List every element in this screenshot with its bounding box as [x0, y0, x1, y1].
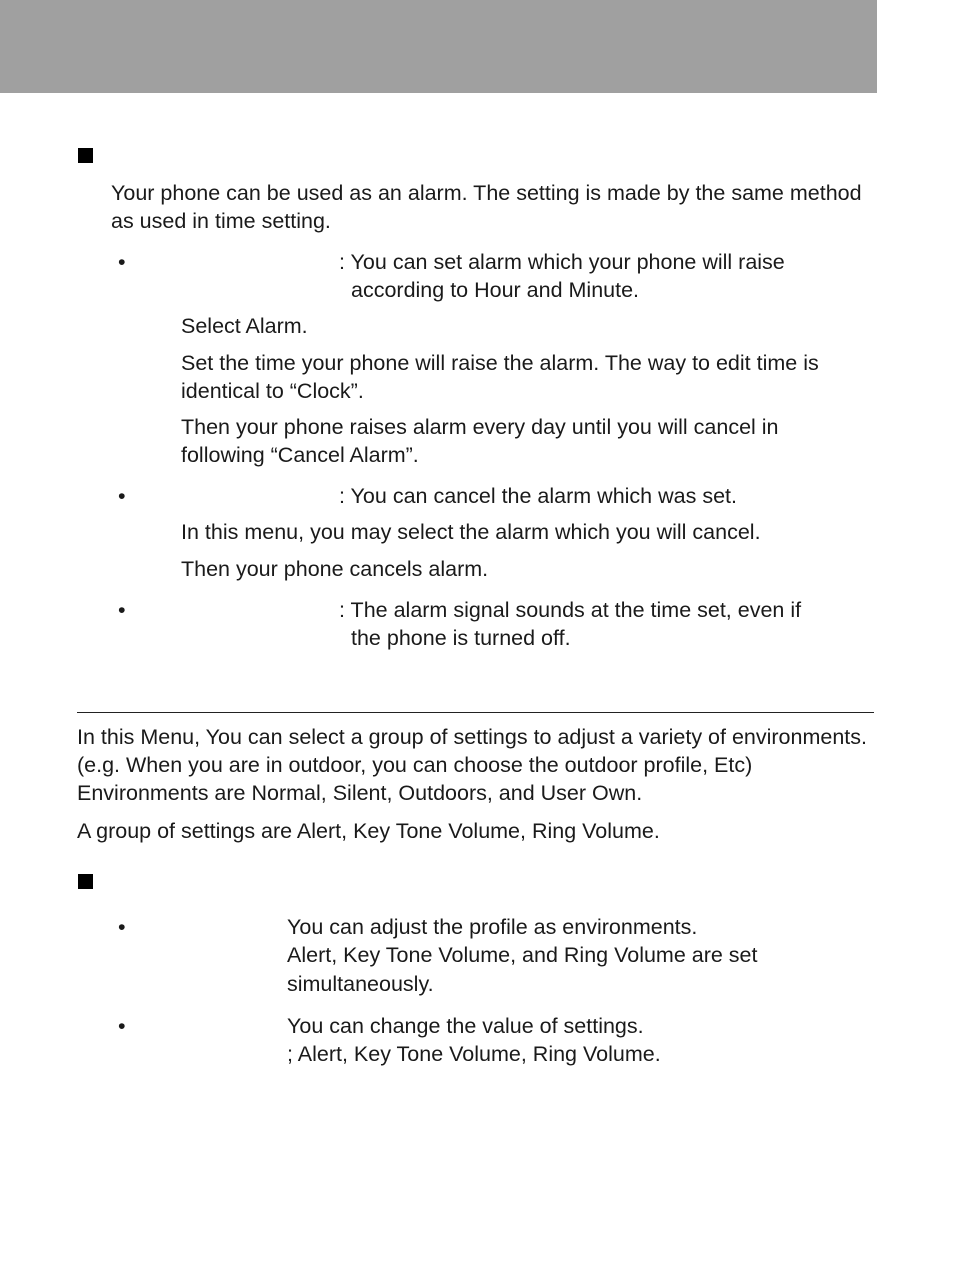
- header-bar: [0, 0, 877, 93]
- bullet-icon: •: [118, 1014, 126, 1038]
- set-alarm-desc-line1: : You can set alarm which your phone will raise: [339, 250, 785, 274]
- set-alarm-step-1: Select Alarm.: [181, 314, 308, 338]
- cancel-alarm-desc: : You can cancel the alarm which was set.: [339, 484, 737, 508]
- section-marker-icon: [78, 874, 93, 889]
- profile-settings-group: A group of settings are Alert, Key Tone Volume, Ring Volume.: [77, 819, 660, 843]
- bullet-icon: •: [118, 484, 126, 508]
- section-divider: [77, 712, 874, 713]
- edit-profile-desc-line2: ; Alert, Key Tone Volume, Ring Volume.: [287, 1042, 661, 1066]
- alarm-signal-desc-line2: the phone is turned off.: [351, 626, 571, 650]
- select-profile-desc-line1: You can adjust the profile as environments.: [287, 915, 698, 939]
- cancel-alarm-step-1: In this menu, you may select the alarm which you will cancel.: [181, 520, 761, 544]
- alarm-signal-desc-line1: : The alarm signal sounds at the time set, even if: [339, 598, 802, 622]
- set-alarm-step-2: Set the time your phone will raise the alarm. The way to edit time is identical to “Clock”.: [181, 351, 819, 403]
- profile-intro: In this Menu, You can select a group of settings to adjust a variety of environments. (e.g. When you are in outdoor, you can choose the outdoor profile, Etc) Environments are Normal, Silent, Outdoors, and User Own.: [77, 725, 867, 805]
- bullet-icon: •: [118, 250, 126, 274]
- section-marker-icon: [78, 148, 93, 163]
- alarm-intro: Your phone can be used as an alarm. The setting is made by the same method as used in time setting.: [111, 181, 862, 233]
- bullet-icon: •: [118, 598, 126, 622]
- bullet-icon: •: [118, 915, 126, 939]
- select-profile-desc-line2: Alert, Key Tone Volume, and Ring Volume are set: [287, 943, 758, 967]
- set-alarm-step-3: Then your phone raises alarm every day until you will cancel in following “Cancel Alarm”.: [181, 415, 779, 467]
- set-alarm-desc-line2: according to Hour and Minute.: [351, 278, 640, 302]
- select-profile-desc-line3: simultaneously.: [287, 972, 434, 996]
- cancel-alarm-step-2: Then your phone cancels alarm.: [181, 557, 489, 581]
- edit-profile-desc-line1: You can change the value of settings.: [287, 1014, 644, 1038]
